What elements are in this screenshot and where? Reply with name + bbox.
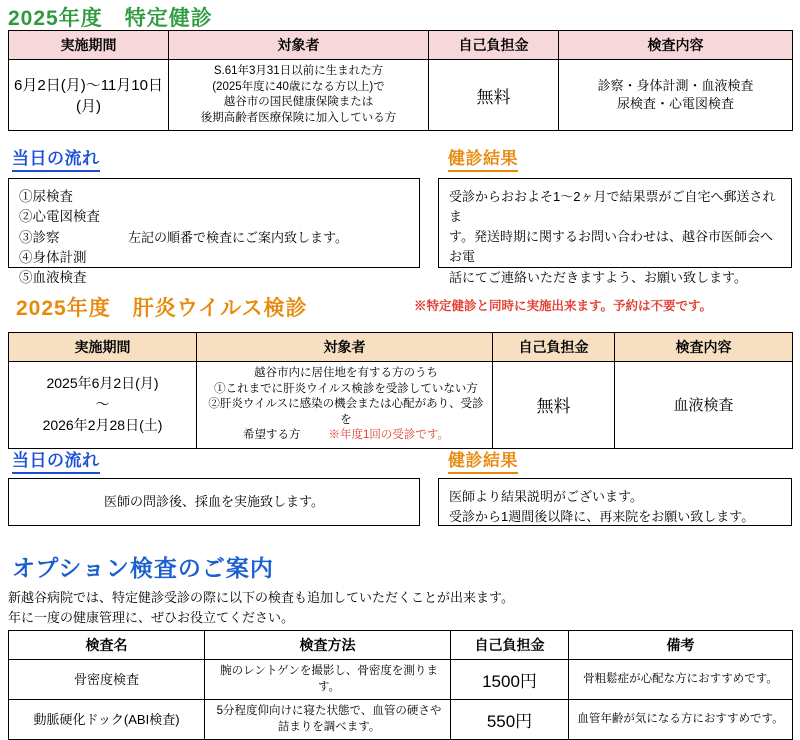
cell-exam-name: 骨密度検査 [9,660,205,700]
result-line-3: 話にてご連絡いただきますよう、お願い致します。 [449,269,747,285]
col-header-exam-name: 検査名 [9,631,205,660]
target-item-3: 希望する方 [243,429,301,442]
section3-title: オプション検査のご案内 [12,555,274,581]
section1-flow-title-wrap [12,144,100,172]
section2-table [8,332,793,449]
section2-flow-text: 医師の問診後、採血を実施致します。 [104,493,324,509]
section1-flow-list [19,187,100,288]
section1-flow-note: 左記の順番で検査にご案内致します。 [128,229,348,245]
list-item: ①尿検査 [19,189,73,204]
col-header-contents: 検査内容 [559,31,793,60]
cell-method [205,660,451,700]
col-header-target: 対象者 [169,31,429,60]
method-line-2: 詰まりを調べます。 [277,720,381,733]
section3-table [8,630,793,740]
cell-contents [559,60,793,131]
col-header-method: 検査方法 [205,631,451,660]
table-row [9,700,793,740]
cell-method [205,700,451,740]
table-row [9,60,793,131]
result-line-2: 受診から1週間後以降に、再来院をお願い致します。 [449,509,755,525]
cell-target [197,362,493,449]
section2-title: 2025年度 肝炎ウイルス検診 [16,297,308,320]
col-header-remark: 備考 [569,631,793,660]
table-row [9,362,793,449]
cell-fee: 無料 [493,362,615,449]
cell-contents: 血液検査 [615,362,793,449]
cell-fee: 1500円 [451,660,569,700]
col-header-period: 実施期間 [9,31,169,60]
table-header-row [9,31,793,60]
list-item: ②心電図検査 [19,209,100,225]
result-line-1: 受診からおおよそ1〜2ヶ月で結果票がご自宅へ郵送されま [449,189,776,225]
section2-table-wrap [8,332,792,449]
cell-exam-name: 動脈硬化ドック(ABI検査) [9,700,205,740]
lead-line-1: 新越谷病院では、特定健診受診の際に以下の検査も追加していただくことが出来ます。 [8,590,514,605]
col-header-fee: 自己負担金 [429,31,559,60]
col-header-contents: 検査内容 [615,333,793,362]
method-line-1: 腕のレントゲンを撮影し、骨密度を測ります。 [220,665,438,693]
list-item: ③診察 [19,229,60,245]
target-item-1: ①これまでに肝炎ウイルス検診を受診していない方 [214,382,478,395]
target-lead: 越谷市内に居住地を有する方のうち [254,367,438,379]
section2-result-title: 健診結果 [448,446,518,474]
contents-line-1: 診察・身体計測・血液検査 [597,78,754,94]
col-header-fee: 自己負担金 [451,631,569,660]
section1-result-title-wrap [448,144,518,172]
result-line-2: す。発送時期に関するお問い合わせは、越谷市医師会へお電 [449,229,773,265]
cell-period: 6月2日(月)〜11月10日(月) [9,60,169,131]
col-header-period: 実施期間 [9,333,197,362]
section1-result-title: 健診結果 [448,144,518,172]
target-line-2: (2025年度に40歳になる方以上)で [212,80,385,93]
cell-fee: 無料 [429,60,559,131]
section2-result-title-wrap [448,446,518,474]
section2-note: ※特定健診と同時に実施出来ます。予約は不要です。 [414,299,713,313]
method-line-1: 5分程度仰向けに寝た状態で、血管の硬さや [216,705,442,718]
section1-title: 2025年度 特定健診 [8,7,213,30]
section1-flow-box [8,178,420,285]
lead-line-2: 年に一度の健康管理に、ぜひお役立てください。 [8,609,295,625]
target-line-3: 越谷市の国民健康保険または [223,96,374,109]
table-header-row [9,333,793,362]
target-line-1: S.61年3月31日以前に生まれた方 [213,65,384,77]
table-row [9,660,793,700]
section1-flow-title: 当日の流れ [12,144,100,172]
period-line-1: 2025年6月2日(月) [46,375,159,392]
col-header-fee: 自己負担金 [493,333,615,362]
list-item: ④身体計測 [19,249,87,265]
cell-remark: 骨粗鬆症が心配な方におすすめです。 [569,660,793,700]
cell-target [169,60,429,131]
section2-title-wrap [16,292,307,322]
section2-flow-box [8,478,420,526]
section2-flow-title-wrap [12,446,100,474]
target-line-4: 後期高齢者医療保険に加入している方 [200,111,397,124]
target-item-2: ②肝炎ウイルスに感染の機会または心配があり、受診を [208,398,484,426]
list-item: ⑤血液検査 [19,270,87,285]
target-red-note: ※年度1回の受診です。 [328,429,449,442]
contents-line-2: 尿検査・心電図検査 [616,96,734,112]
result-line-1: 医師より結果説明がございます。 [449,489,643,504]
period-line-3: 2026年2月28日(土) [42,417,163,434]
section3-table-wrap [8,630,792,740]
section1-table [8,30,793,131]
cell-fee: 550円 [451,700,569,740]
col-header-target: 対象者 [197,333,493,362]
section3-title-wrap [12,550,274,583]
cell-remark: 血管年齢が気になる方におすすめです。 [569,700,793,740]
section1-flow-content [19,187,409,288]
section3-lead [8,588,708,627]
cell-period [9,362,197,449]
section2-note-wrap [414,296,712,315]
section1-table-wrap [8,30,792,131]
table-header-row [9,631,793,660]
section1-result-box [438,178,792,285]
section1-title-wrap [8,2,213,32]
section2-flow-title: 当日の流れ [12,446,100,474]
period-line-2: 〜 [95,396,110,413]
section2-result-box [438,478,792,526]
target-item-3-wrap [203,428,489,444]
